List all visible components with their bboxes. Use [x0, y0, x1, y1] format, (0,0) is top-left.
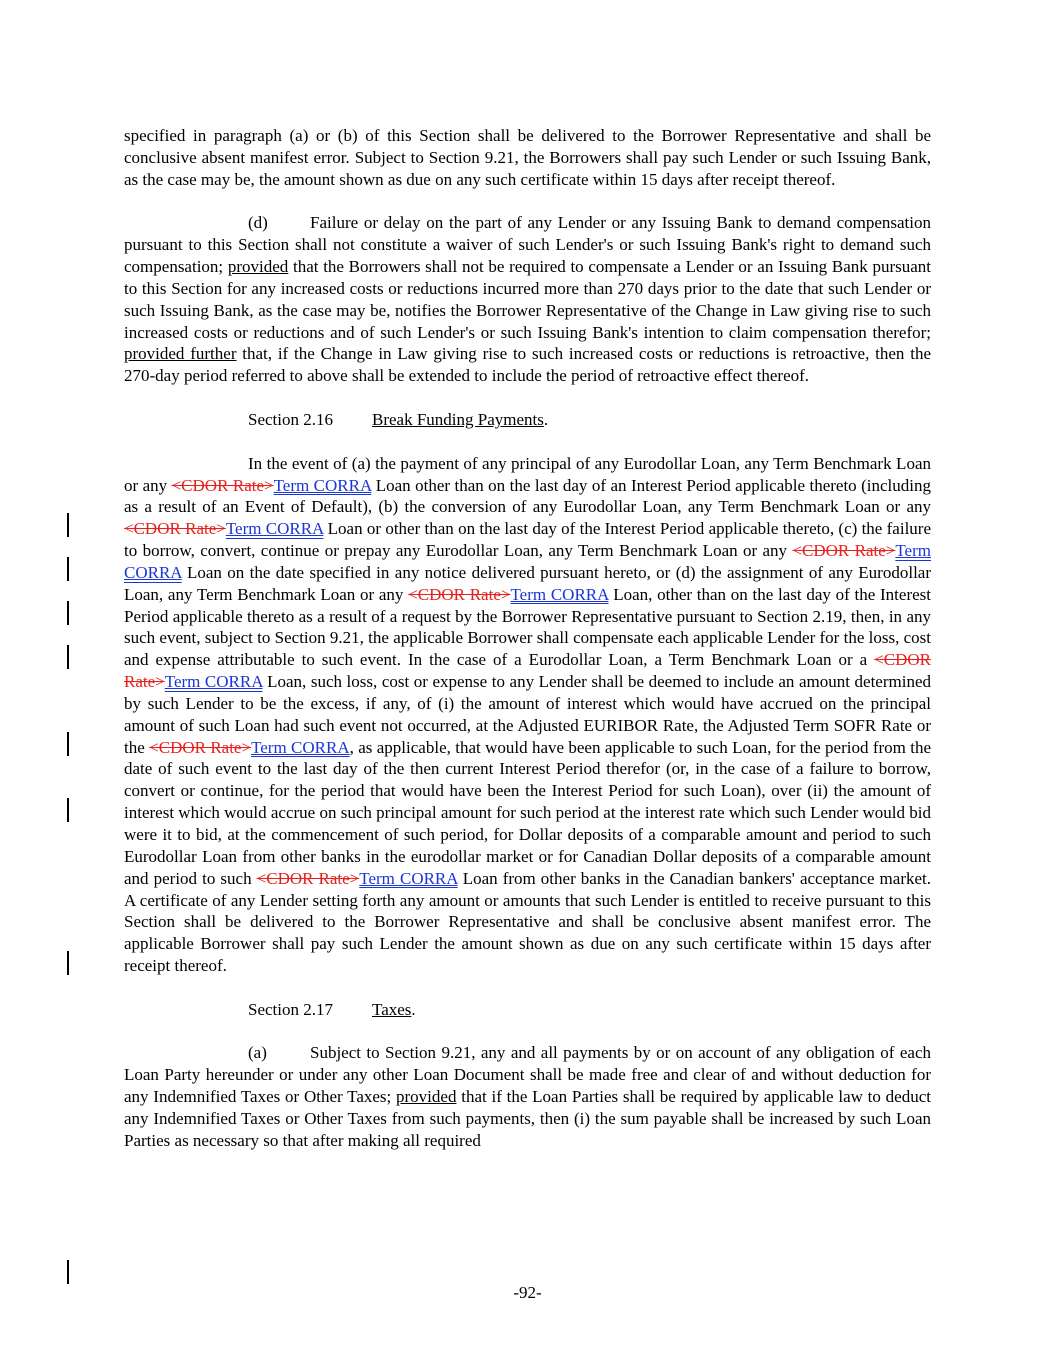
- inserted-text: Term CORRA: [359, 868, 458, 888]
- change-bar: [67, 1260, 69, 1284]
- section-number: Section 2.16: [248, 409, 333, 429]
- change-bar: [67, 798, 69, 822]
- deleted-text: <CDOR Rate>: [124, 519, 226, 539]
- inserted-text: Term CORRA: [251, 737, 350, 757]
- section-heading-2-16: Section 2.16 Break Funding Payments.: [248, 409, 549, 429]
- document-body: [124, 125, 931, 1152]
- change-bar: [67, 645, 69, 669]
- change-bar: [67, 557, 69, 581]
- section-number: Section 2.17: [248, 999, 333, 1019]
- paragraph-continuation: specified in paragraph (a) or (b) of this Section shall be delivered to the Borrower Representative and shall be conclusive absent manifest error. Subject to Section 9.21, the Borrowers shall pay such Lender or such Issuing Bank, as the case may be, the amount shown as due on any such certificate within 15 days after receipt thereof.: [124, 126, 931, 189]
- change-bar: [67, 732, 69, 756]
- paragraph-d: (d) Failure or delay on the part of any Lender or any Issuing Bank to demand compensation pursuant to this Section shall not constitute a waiver of such Lender's or such Issuing Bank's right to demand such compensation; provided that the Borrowers shall not be required to compensate a Lender or an Issuing Bank pursuant to this Section for any increased costs or reductions incurred more than 270 days prior to the date that such Lender or such Issuing Bank, as the case may be, notifies the Borrower Representative of the Change in Law giving rise to such increased costs or reductions and of such Lender's or such Issuing Bank's intention to claim compensation therefor; provided further that, if the Change in Law giving rise to such increased costs or reductions is retroactive, then the 270-day period referred to above shall be extended to include the period of retroactive effect thereof.: [124, 213, 931, 386]
- deleted-text: <CDOR Rate>: [124, 650, 931, 692]
- deleted-text: <CDOR Rate>: [256, 868, 360, 888]
- inserted-text: Term CORRA: [273, 475, 372, 495]
- paragraph-taxes-a: (a) Subject to Section 9.21, any and all payments by or on account of any obligation of each Loan Party hereunder or under any other Loan Document shall be made free and clear of and without deduction for any Indemnified Taxes or Other Taxes; provided that if the Loan Parties shall be required by applicable law to deduct any Indemnified Taxes or Other Taxes from such payments, then (i) the sum payable shall be increased by such Loan Parties as necessary so that after making all required: [124, 1043, 931, 1150]
- section-title: Taxes: [372, 999, 412, 1019]
- paragraph-label: (d): [248, 213, 268, 233]
- change-bar: [67, 951, 69, 975]
- section-title: Break Funding Payments: [372, 409, 544, 429]
- deleted-text: <CDOR Rate>: [171, 475, 274, 495]
- inserted-text: Term CORRA: [164, 672, 263, 692]
- deleted-text: <CDOR Rate>: [408, 584, 511, 604]
- inserted-text: Term CORRA: [225, 519, 324, 539]
- inserted-text: Term CORRA: [124, 541, 931, 582]
- paragraph-break-funding: In the event of (a) the payment of any principal of any Eurodollar Loan, any Term Benchmark Loan or any <CDOR Rate>Term CORRA Loan other than on the last day of an Interest Period applicable thereto (including as a result of an Event of Default), (b) the conversion of any Eurodollar Loan, any Term Benchmark Loan or any <CDOR Rate>Term CORRA Loan or other than on the last day of the Interest Period applicable thereto, (c) the failure to borrow, convert, continue or prepay any Eurodollar Loan, any Term Benchmark Loan or any <CDOR Rate>Term CORRA Loan on the date specified in any notice delivered pursuant hereto, or (d) the assignment of any Eurodollar Loan, any Term Benchmark Loan or any <CDOR Rate>Term CORRA Loan, other than on the last day of the Interest Period applicable thereto as a result of a request by the Borrower Representative pursuant to Section 2.19, then, in any such event, subject to Section 9.21, the applicable Borrower shall compensate each applicable Lender for the loss, cost and expense attributable to such event. In the case of a Eurodollar Loan, a Term Benchmark Loan or a <CDOR Rate>Term CORRA Loan, such loss, cost or expense to any Lender shall be deemed to include an amount determined by such Lender to be the excess, if any, of (i) the amount of interest which would have accrued on the principal amount of such Loan had such event not occurred, at the Adjusted EURIBOR Rate, the Adjusted Term SOFR Rate or the <CDOR Rate>Term CORRA, as applicable, that would have been applicable to such Loan, for the period from the date of such event to the last day of the then current Interest Period therefor (or, in the case of a failure to borrow, convert or continue, for the period that would have been the Interest Period for such Loan), over (ii) the amount of interest which would accrue on such principal amount for such period at the interest rate which such Lender would bid were it to bid, at the commencement of such period, for Dollar deposits of a comparable amount and period to such Eurodollar Loan from other banks in the eurodollar market or for Canadian Dollar deposits of a comparable amount and period to such <CDOR Rate>Term CORRA Loan from other banks in the Canadian bankers' acceptance market. A certificate of any Lender setting forth any amount or amounts that such Lender is entitled to receive pursuant to this Section shall be delivered to the Borrower Representative and shall be conclusive absent manifest error. The applicable Borrower shall pay such Lender the amount shown as due on any such certificate within 15 days after receipt thereof.: [124, 453, 932, 976]
- page-number: -92-: [513, 1283, 542, 1302]
- deleted-text: <CDOR Rate>: [149, 737, 252, 757]
- deleted-text: <CDOR Rate>: [792, 541, 896, 561]
- change-bar: [67, 601, 69, 625]
- inserted-text: Term CORRA: [510, 584, 609, 604]
- paragraph-label: (a): [248, 1043, 267, 1063]
- change-bar: [67, 513, 69, 537]
- section-heading-2-17: Section 2.17 Taxes.: [248, 999, 416, 1019]
